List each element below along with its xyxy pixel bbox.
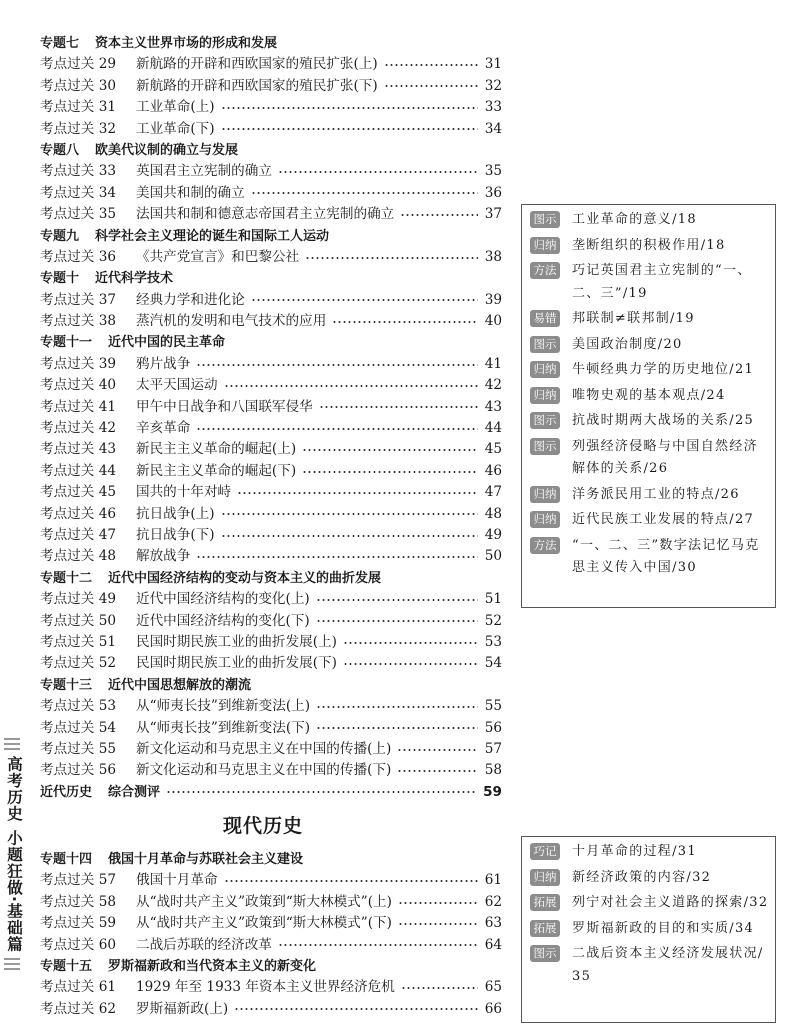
dot-leader <box>401 986 478 990</box>
tip-item[interactable] <box>530 410 769 433</box>
toc-entry-title: 美国共和制的确立 <box>136 184 245 201</box>
tip-item[interactable] <box>530 892 769 915</box>
toc-entry[interactable] <box>40 439 502 460</box>
toc-entry[interactable] <box>40 54 502 75</box>
toc-entry-title: 抗日战争(上) <box>136 505 215 522</box>
toc-page-number: 41 <box>484 355 502 372</box>
toc-entry[interactable] <box>40 504 502 525</box>
dot-leader <box>319 405 478 409</box>
toc-section-code: 专题十一 <box>40 335 93 351</box>
toc-page-number: 55 <box>484 698 502 715</box>
toc-entry-title: 罗斯福新政和当代资本主义的新变化 <box>108 959 317 975</box>
dot-leader <box>166 790 477 794</box>
toc-entry-code: 考点过关 51 <box>40 633 116 650</box>
toc-entry-code: 考点过关 38 <box>40 313 116 330</box>
toc-entry-code: 考点过关 32 <box>40 120 116 137</box>
toc-page-number: 58 <box>484 762 502 779</box>
toc-entry-code: 考点过关 34 <box>40 184 116 201</box>
toc-page-number: 57 <box>484 740 502 757</box>
tip-item[interactable] <box>530 841 769 864</box>
toc-entry-title: 科学社会主义理论的诞生和国际工人运动 <box>95 228 330 244</box>
toc-entry[interactable] <box>40 525 502 546</box>
tip-category-badge: 巧记 <box>530 843 560 860</box>
toc-entry-code: 考点过关 62 <box>40 1000 116 1017</box>
tip-category-badge: 图示 <box>530 945 560 962</box>
toc-section-code: 近代历史 <box>40 784 93 800</box>
toc-entry-code: 考点过关 40 <box>40 377 116 394</box>
toc-section-heading[interactable] <box>40 849 502 870</box>
toc-entry[interactable] <box>40 375 502 396</box>
tip-text: 抗战时期两大战场的关系/25 <box>572 413 755 428</box>
toc-entry-code: 考点过关 54 <box>40 719 116 736</box>
toc-entry-title: 抗日战争(下) <box>136 526 215 543</box>
tip-text: 工业革命的意义/18 <box>572 212 697 227</box>
tip-text: 美国政治制度/20 <box>572 336 683 352</box>
dot-leader <box>305 256 478 260</box>
toc-page-number: 32 <box>484 77 502 94</box>
tip-text: 近代民族工业发展的特点/27 <box>572 512 755 527</box>
toc-entry-code: 考点过关 61 <box>40 979 116 996</box>
toc-entry-code: 考点过关 42 <box>40 420 116 437</box>
toc-entry[interactable] <box>40 913 502 934</box>
toc-entry-title: 1929 年至 1933 年资本主义世界经济危机 <box>136 979 395 996</box>
toc-page-number: 37 <box>484 206 502 223</box>
toc-section-code: 专题十 <box>40 271 80 287</box>
tip-item[interactable] <box>530 385 769 408</box>
toc-entry-code: 考点过关 57 <box>40 872 116 889</box>
tip-text: 邦联制≠联邦制/19 <box>572 311 695 326</box>
toc-entry-title: 新文化运动和马克思主义在中国的传播(上) <box>136 740 392 757</box>
tip-item[interactable] <box>530 308 769 331</box>
toc-entry-code: 考点过关 55 <box>40 740 116 757</box>
toc-page-number: 49 <box>484 526 502 543</box>
toc-entry-title: 新航路的开辟和西欧国家的殖民扩张(下) <box>136 77 378 94</box>
toc-page-number: 54 <box>484 655 502 672</box>
spine-bars-top <box>4 738 20 750</box>
toc-entry-code: 考点过关 31 <box>40 99 116 116</box>
toc-entry-code: 考点过关 49 <box>40 591 116 608</box>
dot-leader <box>397 769 478 773</box>
tips-box-contemporary <box>521 836 776 1023</box>
tip-category-badge: 归纳 <box>530 486 560 503</box>
toc-entry-title: 从“师夷长技”到维新变法(下) <box>136 719 311 736</box>
toc-section-heading[interactable] <box>40 226 502 247</box>
tip-text: 巧记英国君主立宪制的“一、二、三”/19 <box>572 263 752 301</box>
dot-leader <box>251 298 478 302</box>
dot-leader <box>398 922 478 926</box>
toc-page-number: 40 <box>484 313 502 330</box>
tip-item[interactable] <box>530 260 769 305</box>
toc-entry-title: 民国时期民族工业的曲折发展(上) <box>136 633 337 650</box>
dot-leader <box>224 879 478 883</box>
toc-entry-title: 俄国十月革命 <box>136 872 218 889</box>
tip-item[interactable] <box>530 209 769 232</box>
spine-title: 高考历史 <box>5 756 23 822</box>
toc-entry-code: 考点过关 53 <box>40 698 116 715</box>
toc-entry-title: 俄国十月革命与苏联社会主义建设 <box>108 852 304 868</box>
toc-entry-title: 甲午中日战争和八国联军侵华 <box>136 398 313 415</box>
toc-entry-title: 英国君主立宪制的确立 <box>136 163 272 180</box>
toc-entry[interactable] <box>40 354 502 375</box>
toc-entry[interactable] <box>40 977 502 998</box>
toc-entry-title: 近代中国经济结构的变化(下) <box>136 612 310 629</box>
dot-leader <box>302 448 478 452</box>
toc-entry-code: 考点过关 47 <box>40 526 116 543</box>
tip-category-badge: 图示 <box>530 336 560 353</box>
tip-text: 新经济政策的内容/32 <box>572 869 712 885</box>
tip-text: 列宁对社会主义道路的探索/32 <box>572 895 769 910</box>
toc-section-code: 专题七 <box>40 36 80 51</box>
toc-section-heading[interactable] <box>40 140 502 161</box>
toc-entry-code: 考点过关 45 <box>40 484 116 501</box>
tip-category-badge: 易错 <box>530 310 560 327</box>
toc-entry[interactable] <box>40 739 502 760</box>
tip-category-badge: 图示 <box>530 211 560 228</box>
dot-leader <box>316 619 478 623</box>
tip-text: 洋务派民用工业的特点/26 <box>572 486 740 502</box>
tip-category-badge: 图示 <box>530 412 560 429</box>
toc-page-number: 44 <box>484 420 502 437</box>
spine-bars-bottom <box>4 958 20 970</box>
toc-entry-title: 国共的十年对峙 <box>136 484 232 501</box>
toc-entry-title: 法国共和制和德意志帝国君主立宪制的确立 <box>136 206 395 223</box>
dot-leader <box>278 943 478 947</box>
toc-entry-title: 从“师夷长技”到维新变法(上) <box>136 698 311 715</box>
toc-entry-code: 考点过关 30 <box>40 77 116 94</box>
toc-section-heading[interactable] <box>40 33 502 54</box>
toc-entry[interactable] <box>40 418 502 439</box>
toc-page-number: 62 <box>484 893 502 910</box>
tip-category-badge: 归纳 <box>530 869 560 886</box>
toc-entry-title: 鸦片战争 <box>136 355 191 372</box>
tip-item[interactable] <box>530 334 769 357</box>
toc-entry[interactable] <box>40 311 502 332</box>
toc-entry-code: 考点过关 46 <box>40 505 116 522</box>
modern-history-heading: 现代历史 <box>223 815 304 838</box>
dot-leader <box>398 901 478 905</box>
toc-entry-title: 新文化运动和马克思主义在中国的传播(下) <box>136 762 392 779</box>
toc-page-number: 66 <box>484 1000 502 1017</box>
tip-category-badge: 归纳 <box>530 237 560 254</box>
toc-section-heading[interactable] <box>40 568 502 589</box>
toc-entry[interactable] <box>40 632 502 653</box>
toc-entry-code: 考点过关 33 <box>40 163 116 180</box>
dot-leader <box>343 641 478 645</box>
toc-page-number: 36 <box>484 184 502 201</box>
toc-review-entry[interactable] <box>40 782 502 803</box>
toc-entry-code: 考点过关 58 <box>40 893 116 910</box>
tip-item[interactable] <box>530 235 769 258</box>
tip-text: 唯物史观的基本观点/24 <box>572 387 726 403</box>
toc-page-number: 59 <box>483 783 502 800</box>
toc-entry-title: 近代中国经济结构的变动与资本主义的曲折发展 <box>108 570 382 586</box>
toc-entry[interactable] <box>40 397 502 418</box>
toc-section-code: 专题十二 <box>40 570 93 586</box>
toc-page-number: 64 <box>484 936 502 953</box>
toc-entry-code: 考点过关 35 <box>40 206 116 223</box>
toc-entry-code: 考点过关 50 <box>40 612 116 629</box>
dot-leader <box>316 598 478 602</box>
toc-section-heading[interactable] <box>40 675 502 696</box>
toc-entry[interactable] <box>40 892 502 913</box>
toc-entry-title: 综合测评 <box>108 784 161 800</box>
tip-category-badge: 方法 <box>530 262 560 279</box>
toc-entry[interactable] <box>40 183 502 204</box>
dot-leader <box>278 170 478 174</box>
toc-page-number: 33 <box>484 99 502 116</box>
toc-entry[interactable] <box>40 760 502 781</box>
tip-text: “一、二、三”数字法记忆马克思主义传入中国/30 <box>572 537 760 575</box>
toc-entry-title: 资本主义世界市场的形成和发展 <box>95 36 278 51</box>
toc-entry[interactable] <box>40 935 502 956</box>
toc-entry[interactable] <box>40 696 502 717</box>
toc-page-number: 51 <box>484 591 502 608</box>
toc-page-number: 52 <box>484 612 502 629</box>
toc-section-heading[interactable] <box>40 268 502 289</box>
dot-leader <box>221 127 478 131</box>
tip-text: 牛顿经典力学的历史地位/21 <box>572 362 755 377</box>
toc-entry[interactable] <box>40 461 502 482</box>
dot-leader <box>221 512 478 516</box>
toc-entry-title: 从“战时共产主义”政策到“斯大林模式”(下) <box>136 915 392 932</box>
toc-entry[interactable] <box>40 546 502 567</box>
tip-category-badge: 归纳 <box>530 387 560 404</box>
toc-section-code: 专题十四 <box>40 852 93 868</box>
toc-entry-code: 考点过关 36 <box>40 248 116 265</box>
toc-page-number: 35 <box>484 163 502 180</box>
toc-section-heading[interactable] <box>40 332 502 353</box>
tip-item[interactable] <box>530 943 769 988</box>
tip-item[interactable] <box>530 867 769 890</box>
dot-leader <box>397 748 478 752</box>
toc-entry[interactable] <box>40 290 502 311</box>
toc-page-number: 47 <box>484 484 502 501</box>
toc-entry-title: 近代中国思想解放的潮流 <box>108 677 252 693</box>
spine-label <box>2 738 24 1028</box>
toc-entry-code: 考点过关 39 <box>40 355 116 372</box>
tip-text: 二战后资本主义经济发展状况/35 <box>572 946 764 984</box>
dot-leader <box>316 705 478 709</box>
toc-entry-title: 从“战时共产主义”政策到“斯大林模式”(上) <box>136 893 392 910</box>
toc-entry-title: 新民主主义革命的崛起(上) <box>136 441 297 458</box>
tip-category-badge: 图示 <box>530 438 560 455</box>
tip-text: 列强经济侵略与中国自然经济解体的关系/26 <box>572 438 758 476</box>
toc-entry-title: 新航路的开辟和西欧国家的殖民扩张(上) <box>136 56 378 73</box>
tip-category-badge: 拓展 <box>530 920 560 937</box>
toc-modern-era-part2 <box>40 849 502 1020</box>
dot-leader <box>384 63 478 67</box>
tip-text: 罗斯福新政的目的和实质/34 <box>572 920 755 936</box>
toc-entry-code: 考点过关 43 <box>40 441 116 458</box>
toc-entry-title: 工业革命(上) <box>136 99 215 116</box>
toc-entry-title: 近代科学技术 <box>95 271 174 287</box>
dot-leader <box>343 662 478 666</box>
dot-leader <box>302 470 478 474</box>
toc-entry-title: 工业革命(下) <box>136 120 215 137</box>
toc-entry[interactable] <box>40 161 502 182</box>
toc-entry-title: 民国时期民族工业的曲折发展(下) <box>136 655 337 672</box>
toc-page-number: 53 <box>484 633 502 650</box>
toc-entry[interactable] <box>40 119 502 140</box>
dot-leader <box>384 84 478 88</box>
toc-page-number: 42 <box>484 377 502 394</box>
dot-leader <box>196 363 478 367</box>
toc-entry-code: 考点过关 48 <box>40 548 116 565</box>
toc-entry-code: 考点过关 37 <box>40 291 116 308</box>
tip-text: 垄断组织的积极作用/18 <box>572 237 726 253</box>
dot-leader <box>221 534 478 538</box>
spine-subtitle: 小题狂做·基础篇 <box>5 830 23 953</box>
tips-box-modern <box>521 204 776 608</box>
toc-entry-title: 欧美代议制的确立与发展 <box>95 142 239 158</box>
toc-page-number: 63 <box>484 915 502 932</box>
dot-leader <box>196 427 478 431</box>
tip-item[interactable] <box>530 535 769 580</box>
toc-entry-code: 考点过关 56 <box>40 762 116 779</box>
tip-item[interactable] <box>530 509 769 532</box>
toc-entry-code: 考点过关 52 <box>40 655 116 672</box>
toc-entry[interactable] <box>40 247 502 268</box>
tip-item[interactable] <box>530 918 769 941</box>
toc-page-number: 61 <box>484 872 502 889</box>
toc-entry-title: 新民主主义革命的崛起(下) <box>136 462 297 479</box>
toc-section-code: 专题九 <box>40 228 80 244</box>
toc-entry-title: 解放战争 <box>136 548 191 565</box>
toc-page-number: 46 <box>484 462 502 479</box>
tip-category-badge: 拓展 <box>530 894 560 911</box>
toc-page-number: 34 <box>484 120 502 137</box>
toc-entry-title: 近代中国经济结构的变化(上) <box>136 591 310 608</box>
toc-entry[interactable] <box>40 999 502 1020</box>
toc-entry-title: 蒸汽机的发明和电气技术的应用 <box>136 313 327 330</box>
table-of-contents <box>40 33 502 1020</box>
toc-entry[interactable] <box>40 718 502 739</box>
toc-entry-title: 辛亥革命 <box>136 420 191 437</box>
dot-leader <box>234 1007 478 1011</box>
toc-entry[interactable] <box>40 589 502 610</box>
toc-entry-title: 二战后苏联的经济改革 <box>136 936 272 953</box>
toc-entry-code: 考点过关 44 <box>40 462 116 479</box>
tip-item[interactable] <box>530 436 769 481</box>
dot-leader <box>251 191 478 195</box>
toc-page-number: 56 <box>484 719 502 736</box>
toc-entry-code: 考点过关 60 <box>40 936 116 953</box>
dot-leader <box>332 320 478 324</box>
dot-leader <box>221 106 478 110</box>
toc-section-code: 专题十三 <box>40 677 93 693</box>
dot-leader <box>316 726 478 730</box>
toc-entry-code: 考点过关 41 <box>40 398 116 415</box>
tip-text: 十月革命的过程/31 <box>572 844 697 859</box>
tip-item[interactable] <box>530 484 769 507</box>
toc-entry[interactable] <box>40 482 502 503</box>
tip-item[interactable] <box>530 359 769 382</box>
dot-leader <box>196 555 478 559</box>
toc-entry[interactable] <box>40 204 502 225</box>
toc-entry-title: 近代中国的民主革命 <box>108 335 226 351</box>
tip-category-badge: 归纳 <box>530 511 560 528</box>
toc-section-heading[interactable] <box>40 956 502 977</box>
toc-entry[interactable] <box>40 76 502 97</box>
toc-entry-title: 太平天国运动 <box>136 377 218 394</box>
dot-leader <box>224 384 478 388</box>
toc-entry-title: 经典力学和进化论 <box>136 291 245 308</box>
toc-entry-code: 考点过关 59 <box>40 915 116 932</box>
toc-page-number: 50 <box>484 548 502 565</box>
toc-page-number: 48 <box>484 505 502 522</box>
toc-page-number: 31 <box>484 56 502 73</box>
toc-entry-title: 《共产党宣言》和巴黎公社 <box>136 248 300 265</box>
toc-entry[interactable] <box>40 97 502 118</box>
toc-section-code: 专题八 <box>40 142 80 158</box>
dot-leader <box>237 491 478 495</box>
toc-page-number: 39 <box>484 291 502 308</box>
tip-category-badge: 方法 <box>530 537 560 554</box>
toc-entry-code: 考点过关 29 <box>40 56 116 73</box>
toc-entry[interactable] <box>40 870 502 891</box>
toc-entry[interactable] <box>40 653 502 674</box>
toc-modern-era-part1 <box>40 33 502 803</box>
dot-leader <box>400 213 478 217</box>
toc-page-number: 43 <box>484 398 502 415</box>
tip-category-badge: 归纳 <box>530 361 560 378</box>
toc-entry[interactable] <box>40 611 502 632</box>
toc-page-number: 45 <box>484 441 502 458</box>
toc-page-number: 65 <box>484 979 502 996</box>
toc-entry-title: 罗斯福新政(上) <box>136 1000 229 1017</box>
toc-page-number: 38 <box>484 248 502 265</box>
toc-section-code: 专题十五 <box>40 959 93 975</box>
